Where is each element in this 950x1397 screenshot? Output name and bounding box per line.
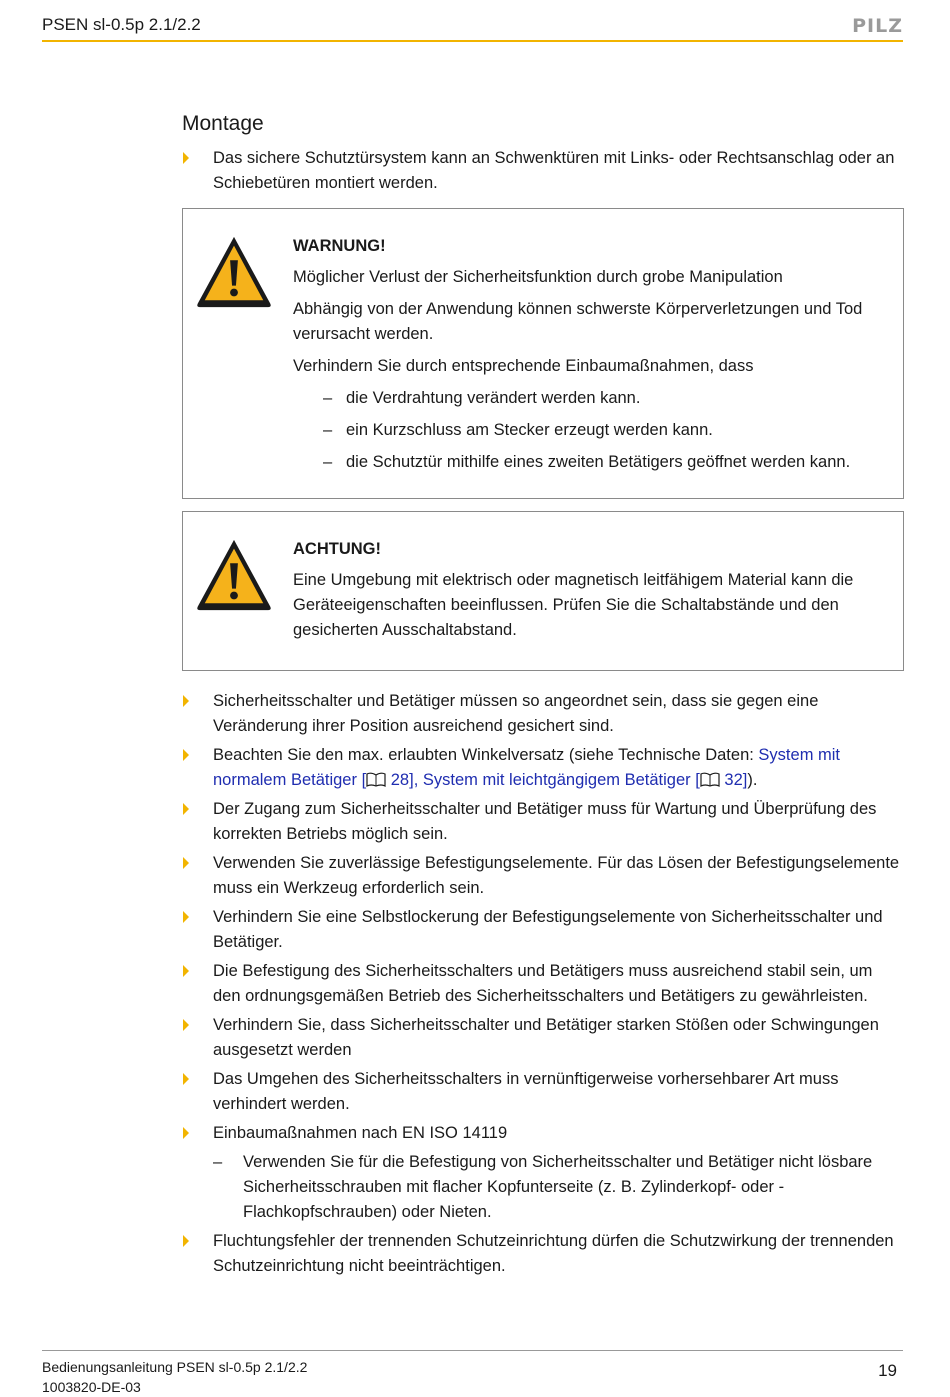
bullet-arrow-icon [183, 911, 189, 923]
pilz-logo: PILZ [852, 15, 903, 37]
main-content [182, 110, 904, 1283]
list-item: Sicherheitsschalter und Betätiger müssen so angeordnet sein, dass sie gegen eine Veränderung ihrer Position ausreichend gesichert sind. [182, 689, 904, 739]
bullet-arrow-icon [183, 1019, 189, 1031]
list-item: Das Umgehen des Sicherheitsschalters in vernünftigerweise vorhersehbarer Art muss verhindert werden. [182, 1067, 904, 1117]
intro-list [182, 146, 904, 196]
bullet-arrow-icon [183, 1073, 189, 1085]
book-icon [700, 772, 720, 787]
page-footer [42, 1350, 903, 1397]
list-item: – Verwenden Sie für die Befestigung von Sicherheitsschalter und Betätiger nicht lösbare Sicherheitsschrauben mit flacher Kopfunterseite (z. B. Zylinderkopf- oder -Flachkopfschrauben) oder Nieten. [213, 1153, 873, 1221]
page-header [42, 14, 903, 42]
list-item: – ein Kurzschluss am Stecker erzeugt werden kann. [323, 421, 713, 439]
caution-title: ACHTUNG! [293, 540, 381, 558]
list-item: Verhindern Sie eine Selbstlockerung der Befestigungselemente von Sicherheitsschalter und Betätiger. [182, 905, 904, 955]
page-number: 19 [878, 1361, 897, 1380]
bullet-arrow-icon [183, 1127, 189, 1139]
sub-list [213, 1150, 904, 1225]
book-icon [366, 772, 386, 787]
warning-text: Möglicher Verlust der Sicherheitsfunktion durch grobe Manipulation [293, 268, 783, 286]
list-item: Das sichere Schutztürsystem kann an Schwenktüren mit Links- oder Rechtsanschlag oder an Schiebetüren montiert werden. [182, 146, 904, 196]
section-heading: Montage [182, 112, 264, 135]
link-system-smooth[interactable]: System mit leichtgängigem Betätiger [ 32] [422, 771, 748, 789]
warning-triangle-icon [195, 233, 273, 311]
warning-box [182, 208, 904, 499]
warning-list [293, 386, 891, 475]
bullet-arrow-icon [183, 965, 189, 977]
bullet-arrow-icon [183, 1235, 189, 1247]
footer-doc-number: 1003820-DE-03 [42, 1379, 141, 1395]
list-item: Fluchtungsfehler der trennenden Schutzeinrichtung dürfen die Schutzwirkung der trennenden Schutzeinrichtung nicht beeinträchtigen. [182, 1229, 904, 1279]
warning-text: Abhängig von der Anwendung können schwerste Körperverletzungen und Tod verursacht werden. [293, 300, 863, 343]
bullet-arrow-icon [183, 695, 189, 707]
warning-triangle-icon [195, 536, 273, 614]
header-title: PSEN sl-0.5p 2.1/2.2 [42, 15, 201, 34]
list-item: Einbaumaßnahmen nach EN ISO 14119 – Verwenden Sie für die Befestigung von Sicherheitsschalter und Betätiger nicht lösbare Sicherheitsschrauben mit flacher Kopfunterseite (z. B. Zylinderkopf- oder -Flachkopfschrauben) oder Nieten. [182, 1121, 904, 1225]
caution-box [182, 511, 904, 671]
list-item: – die Verdrahtung verändert werden kann. [323, 389, 641, 407]
footer-doc-title: Bedienungsanleitung PSEN sl-0.5p 2.1/2.2 [42, 1359, 308, 1375]
bullet-arrow-icon [183, 749, 189, 761]
warning-text: Verhindern Sie durch entsprechende Einbaumaßnahmen, dass [293, 357, 754, 375]
caution-text: Eine Umgebung mit elektrisch oder magnetisch leitfähigem Material kann die Geräteeigenschaften beeinflussen. Prüfen Sie die Schaltabstände und den gesicherten Ausschaltabstand. [293, 571, 854, 639]
list-item: Verhindern Sie, dass Sicherheitsschalter und Betätiger starken Stößen oder Schwingungen ausgesetzt werden [182, 1013, 904, 1063]
warning-title: WARNUNG! [293, 237, 386, 255]
list-item: Die Befestigung des Sicherheitsschalters und Betätigers muss ausreichend stabil sein, um den ordnungsgemäßen Betrieb des Sicherheitsschalters und Betätigers zu gewährleisten. [182, 959, 904, 1009]
list-item: Beachten Sie den max. erlaubten Winkelversatz (siehe Technische Daten: System mit normalem Betätiger [ 28], System mit leichtgängigem Betätiger [ 32]). [182, 743, 904, 793]
link-system-normal[interactable]: System mit normalem Betätiger [ 28] [213, 746, 841, 789]
mounting-list [182, 689, 904, 1279]
bullet-arrow-icon [183, 857, 189, 869]
list-item: Der Zugang zum Sicherheitsschalter und Betätiger muss für Wartung und Überprüfung des korrekten Betriebs möglich sein. [182, 797, 904, 847]
bullet-arrow-icon [183, 152, 189, 164]
bullet-arrow-icon [183, 803, 189, 815]
list-item: – die Schutztür mithilfe eines zweiten Betätigers geöffnet werden kann. [323, 453, 851, 471]
list-item: Verwenden Sie zuverlässige Befestigungselemente. Für das Lösen der Befestigungselemente muss ein Werkzeug erforderlich sein. [182, 851, 904, 901]
